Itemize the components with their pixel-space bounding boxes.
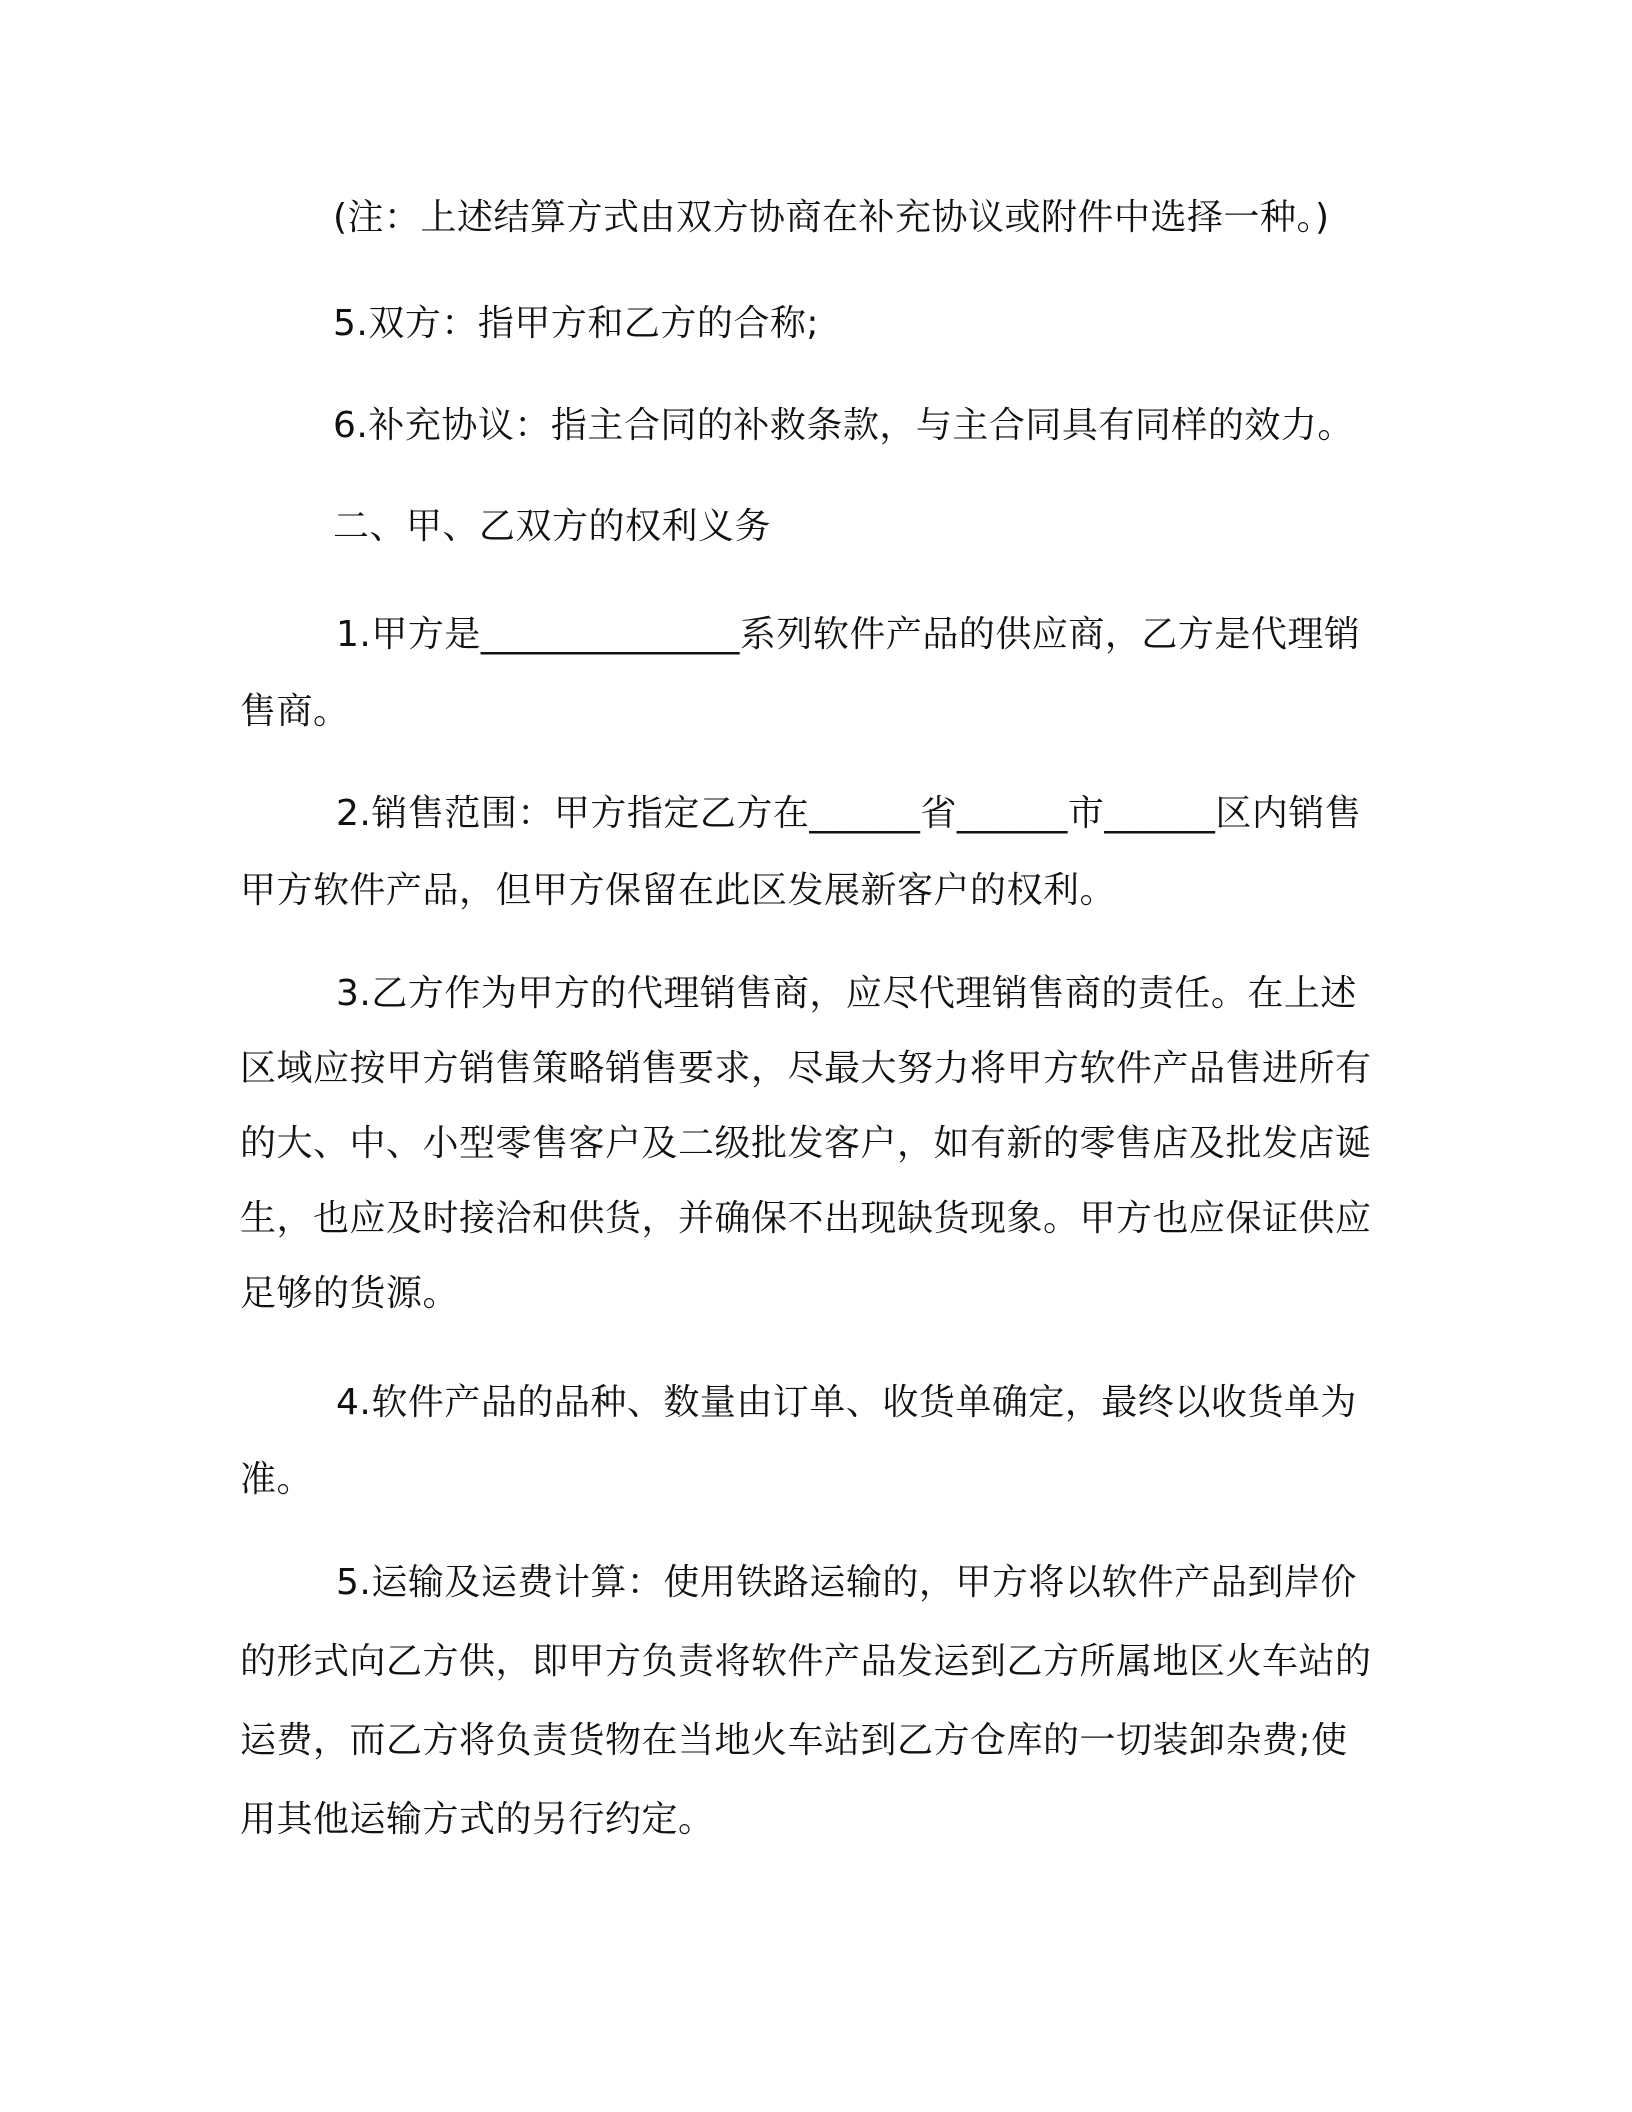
clause-3-paragraph: 3.乙方作为甲方的代理销售商，应尽代理销售商的责任。在上述区域应按甲方销售策略销售要求，尽最大努力将甲方软件产品售进所有的大、中、小型零售客户及二级批发客户，如有新的零售店及批发店诞生，也应及时接洽和供货，并确保不出现缺货现象。甲方也应保证供应足够的货源。 (240, 973, 1372, 1314)
clause-1-paragraph: 1.甲方是______________系列软件产品的供应商，乙方是代理销售商。 (240, 614, 1361, 732)
clause-2-paragraph: 2.销售范围：甲方指定乙方在______省______市______区内销售甲方软件产品，但甲方保留在此区发展新客户的权利。 (240, 793, 1362, 911)
section-2-heading: 二、甲、乙双方的权利义务 (333, 506, 772, 547)
definition-6-paragraph: 6.补充协议：指主合同的补救条款，与主合同具有同样的效力。 (333, 405, 1354, 446)
clause-4-paragraph: 4.软件产品的品种、数量由订单、收货单确定，最终以收货单为准。 (240, 1382, 1357, 1500)
clause-5-paragraph: 5.运输及运费计算：使用铁路运输的，甲方将以软件产品到岸价的形式向乙方供，即甲方负责将软件产品发运到乙方所属地区火车站的运费，而乙方将负责货物在当地火车站到乙方仓库的一切装卸杂费;使用其他运输方式的另行约定。 (240, 1562, 1372, 1840)
note-paragraph: (注：上述结算方式由双方协商在补充协议或附件中选择一种。) (333, 197, 1330, 238)
definition-5-paragraph: 5.双方：指甲方和乙方的合称; (333, 303, 819, 344)
